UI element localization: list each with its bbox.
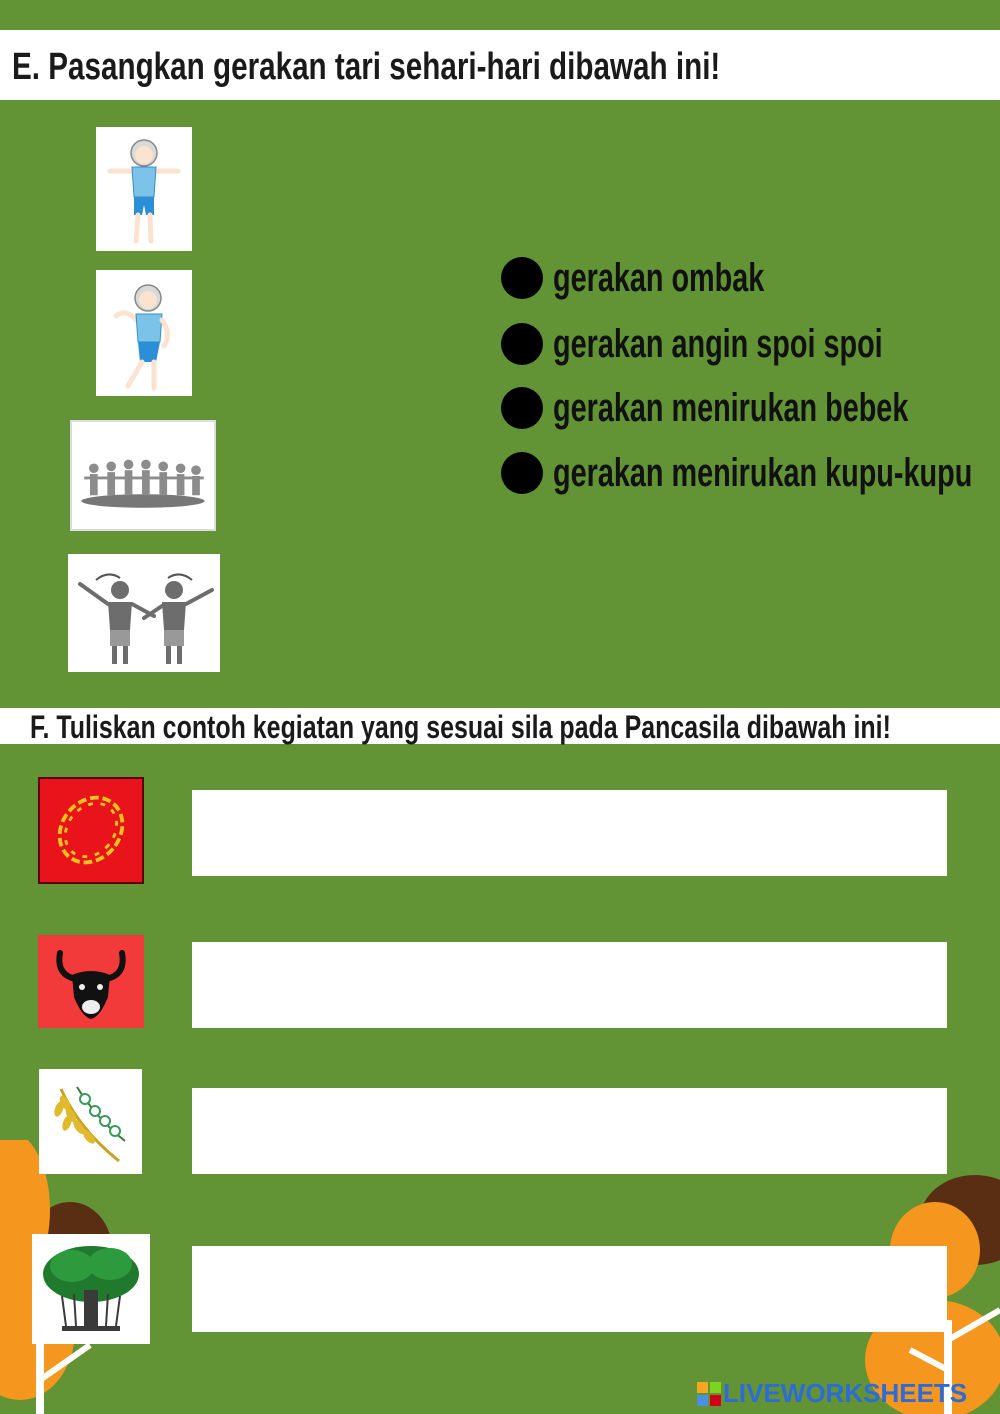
watermark-text: LIVEWORKSHEETS — [723, 1378, 968, 1408]
liveworksheets-watermark — [697, 1378, 967, 1409]
answer-box[interactable] — [192, 790, 947, 876]
children-wave-image — [70, 420, 216, 531]
children-wave-line-icon — [72, 422, 214, 529]
option-label: gerakan menirukan bebek — [553, 385, 909, 430]
bull-head-icon — [38, 935, 144, 1028]
match-dot[interactable] — [501, 452, 543, 494]
option-label: gerakan menirukan kupu-kupu — [553, 450, 973, 495]
boys-bending-icon — [68, 554, 220, 672]
girl-swaying-icon — [96, 270, 192, 396]
option-row[interactable] — [501, 383, 1000, 433]
girl-arms-out-image — [96, 127, 192, 251]
option-row[interactable] — [501, 448, 1000, 498]
match-dot[interactable] — [501, 387, 543, 429]
sila-symbol-rice-cotton — [39, 1069, 142, 1174]
boys-bending-image — [68, 554, 220, 672]
answer-box[interactable] — [192, 1246, 947, 1332]
girl-arms-out-icon — [96, 127, 192, 251]
sila-symbol-chain — [38, 777, 144, 884]
match-dot[interactable] — [501, 257, 543, 299]
section-f-title: F. Tuliskan contoh kegiatan yang sesuai sila pada Pancasila dibawah ini! — [30, 709, 891, 745]
option-label: gerakan ombak — [553, 255, 765, 300]
banyan-tree-icon — [32, 1234, 150, 1344]
sila-symbol-bull — [38, 935, 144, 1028]
match-dot[interactable] — [501, 323, 543, 365]
liveworksheets-logo-icon — [697, 1382, 721, 1406]
rice-cotton-icon — [39, 1069, 142, 1174]
section-e-title: E. Pasangkan gerakan tari sehari-hari dibawah ini! — [12, 46, 721, 88]
answer-box[interactable] — [192, 1088, 947, 1174]
girl-swaying-image — [96, 270, 192, 396]
answer-box[interactable] — [192, 942, 947, 1028]
option-row[interactable] — [501, 253, 846, 303]
chain-icon — [40, 779, 142, 882]
sila-symbol-banyan-tree — [32, 1234, 150, 1344]
option-label: gerakan angin spoi spoi — [553, 321, 883, 366]
option-row[interactable] — [501, 319, 1000, 369]
